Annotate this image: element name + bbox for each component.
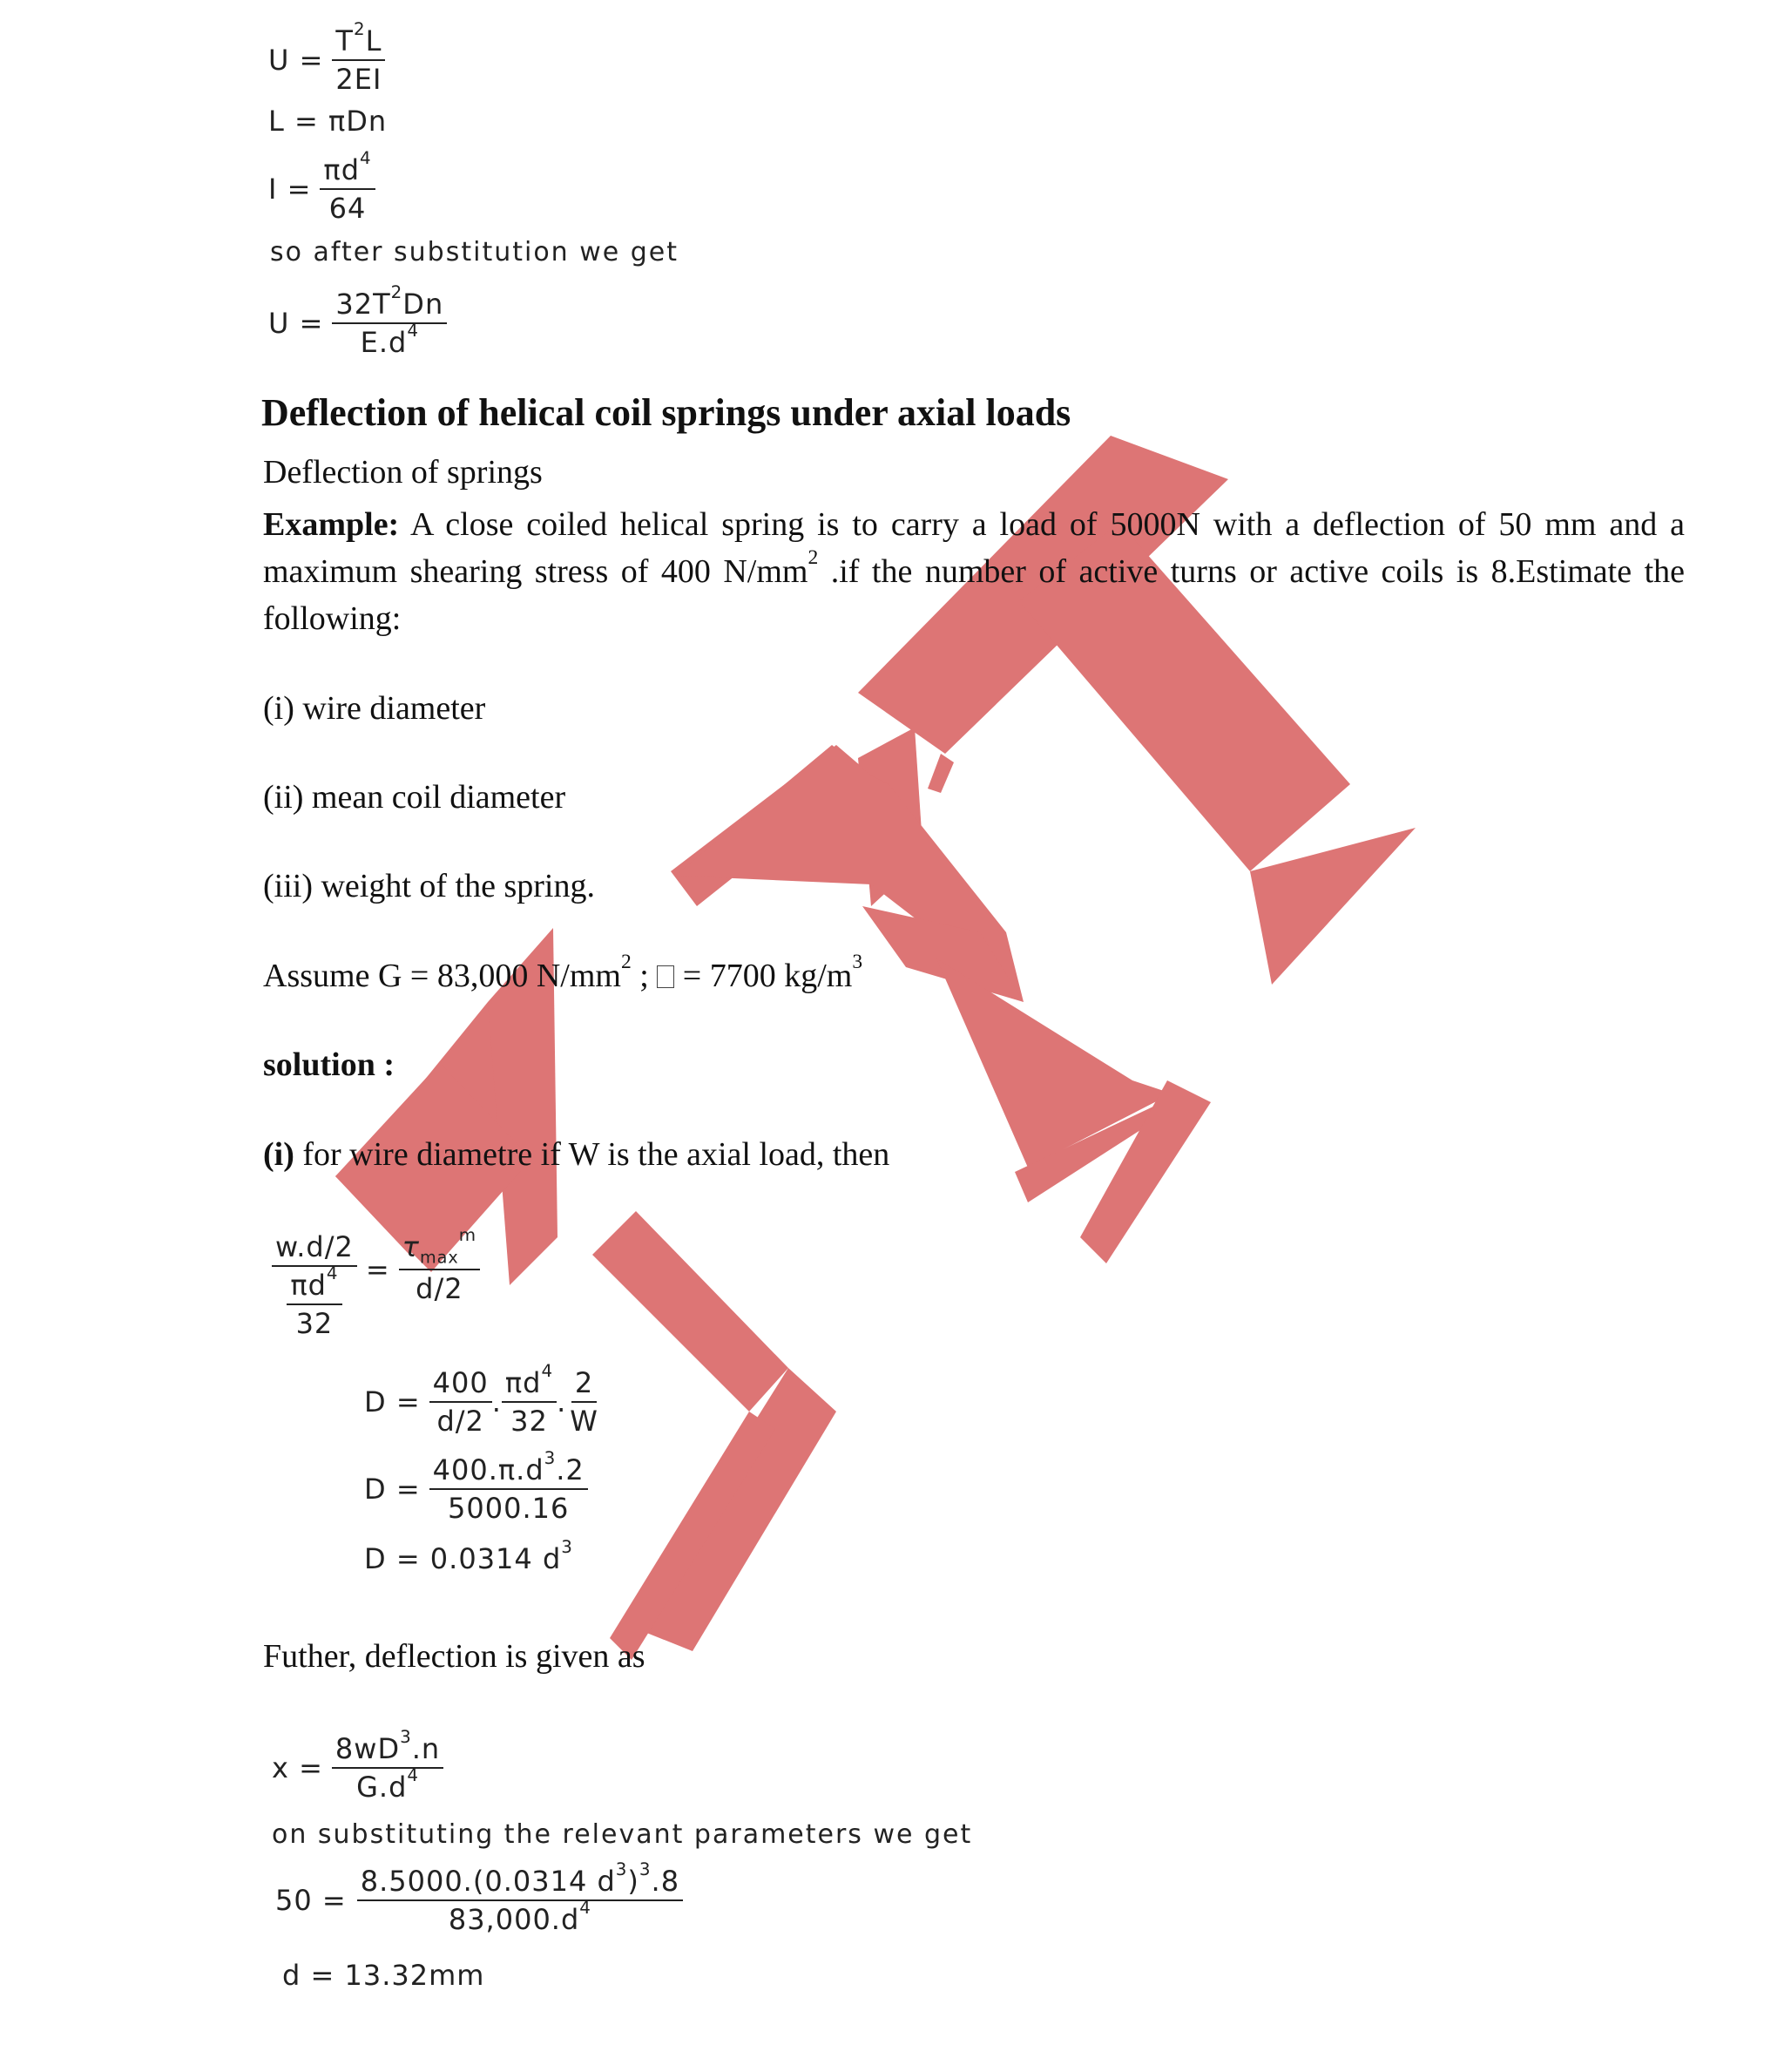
fraction: $\frac{32T^2Dn}{E.d^4}$ (332, 288, 447, 359)
substitution-note: so after substitution we get (270, 237, 679, 267)
equation-moment-of-inertia: I = $\frac{\pi d^4}{64}$ (268, 153, 375, 225)
section-subheading: Deflection of springs (263, 454, 543, 491)
missing-glyph-icon (657, 965, 674, 988)
assumption-line: Assume G = 83,000 $N/mm^2$ ; = 7700 $kg/m^3$ (263, 950, 863, 994)
fraction: $\frac{\pi d^4}{64}$ (320, 153, 375, 225)
fraction: $\frac{\tau_{max}^m}{d/2}$ (399, 1230, 480, 1305)
list-item: (iii) weight of the spring. (263, 868, 595, 904)
parameters-note: on substituting the relevant parameters we get (272, 1819, 973, 1850)
equation-deflection: x = $\frac{8wD^3.n}{G.d^4}$ (272, 1732, 443, 1804)
final-result: d = 13.32mm (282, 1959, 485, 1992)
fraction: $\frac{T^2L}{2EI}$ (332, 24, 385, 96)
part-one-text: (i) for wire diametre if W is the axial load, then (263, 1136, 890, 1173)
equation-d-step1: D = $\frac{400}{d/2}$ . $\frac{\pi d^4}{32}$ . $\frac{2}{W}$ (364, 1361, 598, 1438)
equation-strain-energy (268, 19, 385, 96)
list-item: (ii) mean coil diameter (263, 779, 566, 816)
list-item: (i) wire diameter (263, 690, 486, 727)
compound-fraction: $\frac{w.d/2}{\frac{\pi d^4}{32}}$ (272, 1230, 357, 1340)
equation-length: L = πDn (268, 105, 388, 138)
equation-d-step2: D = $\frac{400.\pi.d^3.2}{5000.16}$ (364, 1453, 588, 1525)
example-paragraph: Example: A close coiled helical spring is to carry a load of 5000N with a deflection of 50 mm and a maximum shearing stress of 400 $N/mm^2$ .if the number of active turns or active coils is 8.Estimate the following: (263, 506, 1686, 637)
eq-lhs: U = (268, 44, 324, 77)
example-label: Example: (263, 506, 400, 543)
equation-strain-energy-substituted: U = $\frac{32T^2Dn}{E.d^4}$ (268, 288, 447, 359)
further-text: Futher, deflection is given as (263, 1638, 645, 1675)
solution-label: solution : (263, 1046, 395, 1083)
equation-d-result: D = 0.0314 $d^3$ (364, 1537, 573, 1575)
watermark-text (0, 0, 2, 1)
section-heading: Deflection of helical coil springs under axial loads (261, 391, 1071, 434)
equation-torque: $\frac{w.d/2}{\frac{\pi d^4}{32}}$ = $\frac{\tau_{max}^m}{d/2}$ (272, 1230, 480, 1340)
equation-substituted: 50 = $\frac{8.5000.(0.0314 d^3)^3.8}{83,000.d^4}$ (275, 1865, 683, 1936)
